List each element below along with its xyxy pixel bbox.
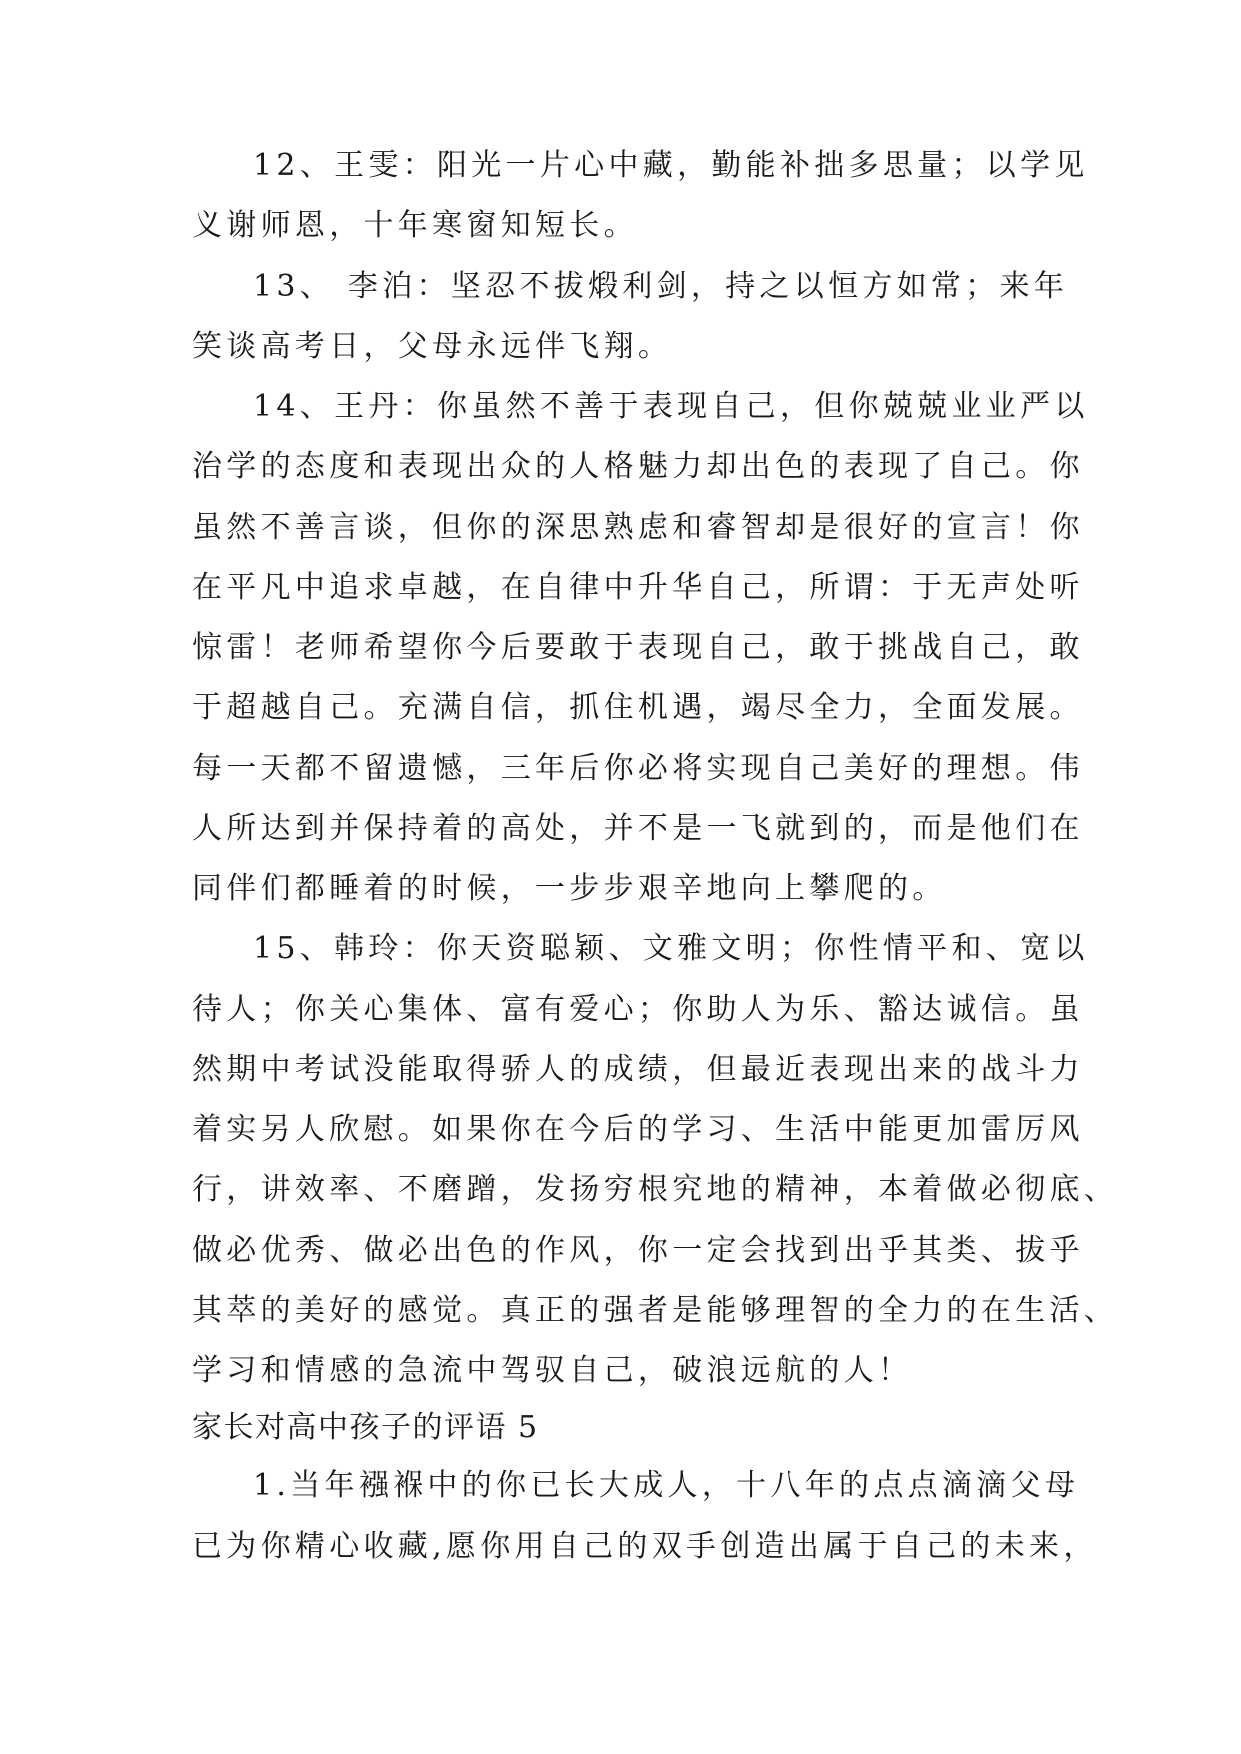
paragraph-15-line-7: 其萃的美好的感觉。真正的强者是能够理智的全力的在生活、: [192, 1293, 1119, 1328]
paragraph-15-line-6: 做必优秀、做必出色的作风，你一定会找到出乎其类、拔乎: [192, 1233, 1084, 1268]
paragraph-12-line-1: 12、王雯：阳光一片心中藏，勤能补拙多思量；以学见: [253, 148, 1089, 183]
paragraph-15-line-8: 学习和情感的急流中驾驭自己，破浪远航的人！: [192, 1353, 913, 1388]
paragraph-14-line-4: 在平凡中追求卓越，在自律中升华自己，所谓：于无声处听: [192, 570, 1084, 605]
paragraph-14-line-6: 于超越自己。充满自信，抓住机遇，竭尽全力，全面发展。: [192, 690, 1084, 725]
paragraph-14-line-2: 治学的态度和表现出众的人格魅力却出色的表现了自己。你: [192, 449, 1084, 484]
section-heading: 家长对高中孩子的评语 5: [192, 1410, 539, 1445]
paragraph-14-line-1: 14、王丹：你虽然不善于表现自己，但你兢兢业业严以: [253, 389, 1089, 424]
paragraph-14-line-5: 惊雷！老师希望你今后要敢于表现自己，敢于挑战自己，敢: [192, 630, 1084, 665]
paragraph-15-line-5: 行，讲效率、不磨蹭，发扬穷根究地的精神，本着做必彻底、: [192, 1172, 1119, 1207]
paragraph-13-line-2: 笑谈高考日，父母永远伴飞翔。: [192, 329, 673, 364]
paragraph-1-line-2: 已为你精心收藏,愿你用自己的双手创造出属于自己的未来，: [192, 1529, 1098, 1564]
paragraph-14-line-9: 同伴们都睡着的时候，一步步艰辛地向上攀爬的。: [192, 871, 947, 906]
paragraph-15-line-1: 15、韩玲：你天资聪颖、文雅文明；你性情平和、宽以: [253, 931, 1089, 966]
paragraph-15-line-3: 然期中考试没能取得骄人的成绩，但最近表现出来的战斗力: [192, 1052, 1084, 1087]
paragraph-12-line-2: 义谢师恩，十年寒窗知短长。: [192, 208, 638, 243]
paragraph-15-line-4: 着实另人欣慰。如果你在今后的学习、生活中能更加雷厉风: [192, 1112, 1084, 1147]
paragraph-15-line-2: 待人；你关心集体、富有爱心；你助人为乐、豁达诚信。虽: [192, 992, 1084, 1027]
paragraph-13-line-1: 13、 李泊：坚忍不拔煅利剑，持之以恒方如常；来年: [253, 269, 1069, 304]
paragraph-14-line-3: 虽然不善言谈，但你的深思熟虑和睿智却是很好的宣言！你: [192, 510, 1084, 545]
paragraph-14-line-7: 每一天都不留遗憾，三年后你必将实现自己美好的理想。伟: [192, 751, 1084, 786]
paragraph-14-line-8: 人所达到并保持着的高处，并不是一飞就到的，而是他们在: [192, 811, 1084, 846]
paragraph-1-line-1: 1.当年襁褓中的你已长大成人，十八年的点点滴滴父母: [253, 1468, 1080, 1503]
